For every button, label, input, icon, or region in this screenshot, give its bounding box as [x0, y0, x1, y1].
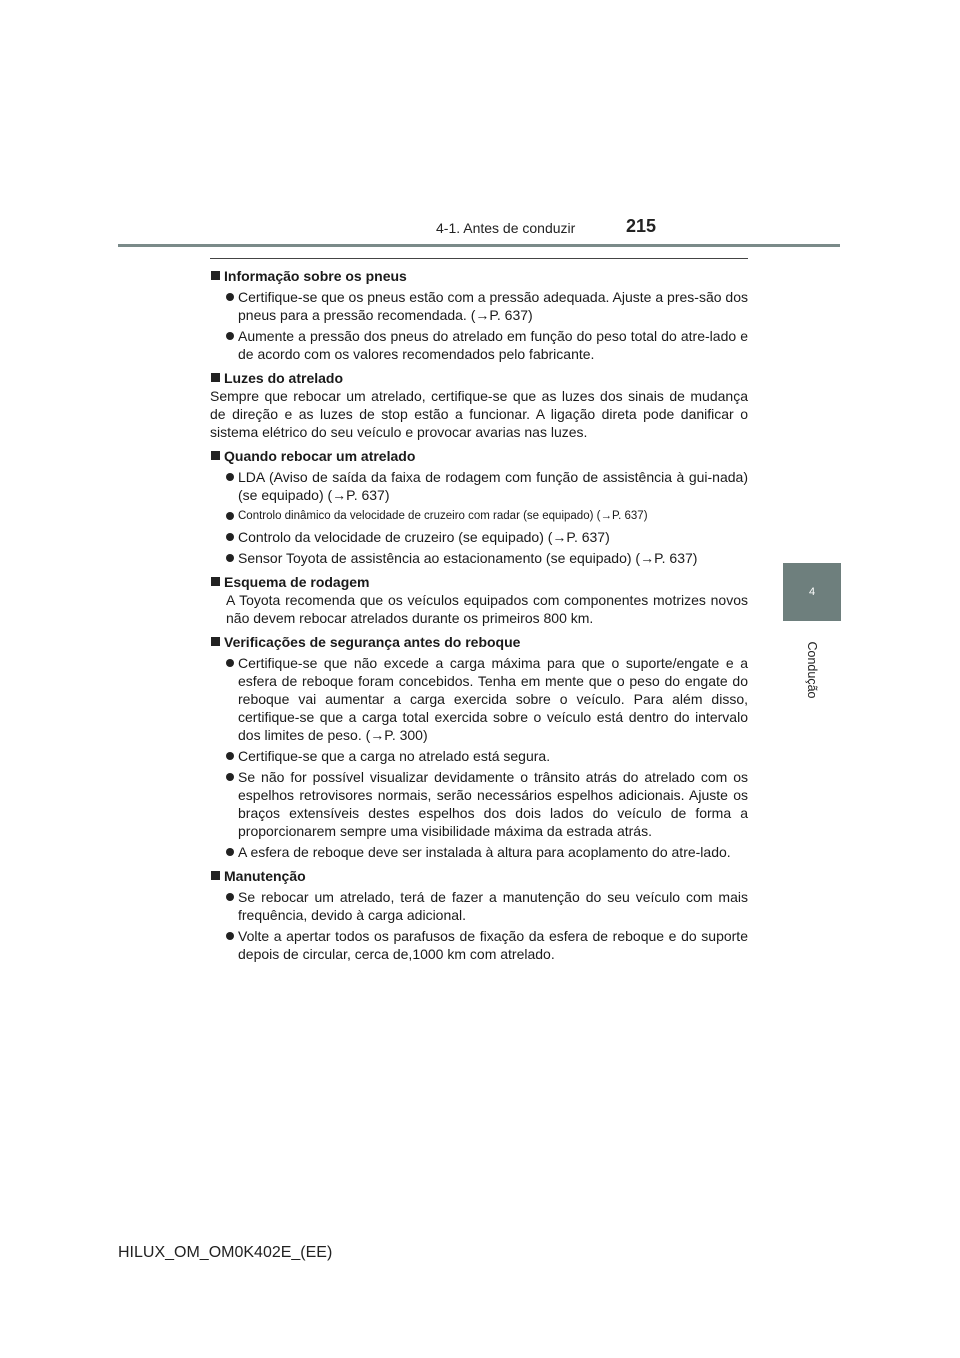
list-item-text: Sensor Toyota de assistência ao estacionamento (se equipado) (→P. 637)	[238, 550, 698, 566]
section-maintenance	[210, 867, 748, 963]
list-item	[210, 768, 748, 840]
list-item	[210, 288, 748, 324]
list-item	[210, 507, 748, 525]
list-item	[210, 747, 748, 765]
list-item-text: Controlo da velocidade de cruzeiro (se equipado) (→P. 637)	[238, 529, 610, 545]
page-header	[118, 0, 840, 246]
section-heading	[210, 867, 748, 885]
header-divider	[118, 244, 840, 247]
section-when-towing	[210, 447, 748, 567]
section-heading	[210, 267, 748, 285]
square-bullet-icon	[211, 871, 220, 880]
list-item	[210, 927, 748, 963]
round-bullet-icon	[226, 773, 234, 781]
round-bullet-icon	[226, 554, 234, 562]
section-paragraph: Sempre que rebocar um atrelado, certifique-se que as luzes dos sinais de mudança de direção e as luzes de stop estão a funcionar. A ligação direta pode danificar o sistema elétrico do seu veículo e provocar avarias nas luzes.	[210, 388, 748, 440]
round-bullet-icon	[226, 932, 234, 940]
section-title-text: Luzes do atrelado	[224, 370, 344, 386]
square-bullet-icon	[211, 451, 220, 460]
square-bullet-icon	[211, 271, 220, 280]
section-heading	[210, 633, 748, 651]
section-heading	[210, 573, 748, 591]
list-item	[210, 888, 748, 924]
section-heading	[210, 369, 748, 387]
square-bullet-icon	[211, 373, 220, 382]
list-item	[210, 327, 748, 363]
list-item-text: Certifique-se que os pneus estão com a pressão adequada. Ajuste a pres-são dos pneus para a pressão recomendada. (→P. 637)	[238, 289, 748, 323]
list-item-text: A esfera de reboque deve ser instalada à altura para acoplamento do atre-lado.	[238, 844, 731, 860]
list-item	[210, 843, 748, 861]
round-bullet-icon	[226, 893, 234, 901]
section-heading	[210, 447, 748, 465]
round-bullet-icon	[226, 752, 234, 760]
list-item-text: Se não for possível visualizar devidamente o trânsito atrás do atrelado com os espelhos retrovisores normais, serão necessários espelhos adicionais. Ajuste os braços extensíveis destes espelhos dos dois lados do veículo de forma a proporcionarem sempre uma visibilidade máxima da estrada atrás.	[238, 769, 748, 839]
content-divider	[210, 258, 748, 259]
list-item	[210, 549, 748, 567]
list-item	[210, 654, 748, 744]
chapter-label: Condução	[805, 641, 819, 699]
list-item-text: Certifique-se que a carga no atrelado está segura.	[238, 748, 551, 764]
square-bullet-icon	[211, 577, 220, 586]
round-bullet-icon	[226, 533, 234, 541]
section-title-text: Quando rebocar um atrelado	[224, 448, 416, 464]
chapter-tab	[783, 563, 841, 621]
round-bullet-icon	[226, 512, 234, 520]
round-bullet-icon	[226, 659, 234, 667]
list-item-text: Se rebocar um atrelado, terá de fazer a manutenção do seu veículo com mais frequência, devido à carga adicional.	[238, 889, 748, 923]
section-trailer-lights	[210, 369, 748, 441]
page-content	[210, 258, 748, 969]
list-item-text: Controlo dinâmico da velocidade de cruzeiro com radar (se equipado) (→P. 637)	[238, 510, 648, 522]
chapter-number: 4	[808, 586, 816, 598]
section-title-text: Esquema de rodagem	[224, 574, 370, 590]
square-bullet-icon	[211, 637, 220, 646]
round-bullet-icon	[226, 293, 234, 301]
list-item-text: Volte a apertar todos os parafusos de fixação da esfera de reboque e do suporte depois de circular, cerca de,1000 km com atrelado.	[238, 928, 748, 962]
section-title-text: Manutenção	[224, 868, 306, 884]
list-item-text: LDA (Aviso de saída da faixa de rodagem com função de assistência à gui-nada) (se equipado) (→P. 637)	[238, 469, 748, 503]
section-title: 4-1. Antes de conduzir	[436, 220, 576, 236]
section-safety-checks	[210, 633, 748, 861]
list-item-text: Aumente a pressão dos pneus do atrelado em função do peso total do atre-lado e de acordo com os valores recomendados pelo fabricante.	[238, 328, 748, 362]
round-bullet-icon	[226, 848, 234, 856]
section-tyre-info	[210, 267, 748, 363]
document-code: HILUX_OM_OM0K402E_(EE)	[118, 1244, 333, 1261]
list-item	[210, 528, 748, 546]
list-item-text: Certifique-se que não excede a carga máxima para que o suporte/engate e a esfera de reboque foram concebidos. Tenha em mente que o peso do engate do reboque vai aumentar a carga exercida sobre o veículo. Para além disso, certifique-se que a carga total exercida sobre o veículo está dentro do intervalo dos limites de peso. (→P. 300)	[238, 655, 748, 743]
list-item	[210, 468, 748, 504]
section-title-text: Informação sobre os pneus	[224, 268, 407, 284]
section-break-in	[210, 573, 748, 627]
round-bullet-icon	[226, 332, 234, 340]
page-number: 215	[626, 216, 657, 236]
section-title-text: Verificações de segurança antes do reboque	[224, 634, 521, 650]
round-bullet-icon	[226, 473, 234, 481]
section-paragraph: A Toyota recomenda que os veículos equipados com componentes motrizes novos não devem rebocar atrelados durante os primeiros 800 km.	[226, 592, 748, 626]
